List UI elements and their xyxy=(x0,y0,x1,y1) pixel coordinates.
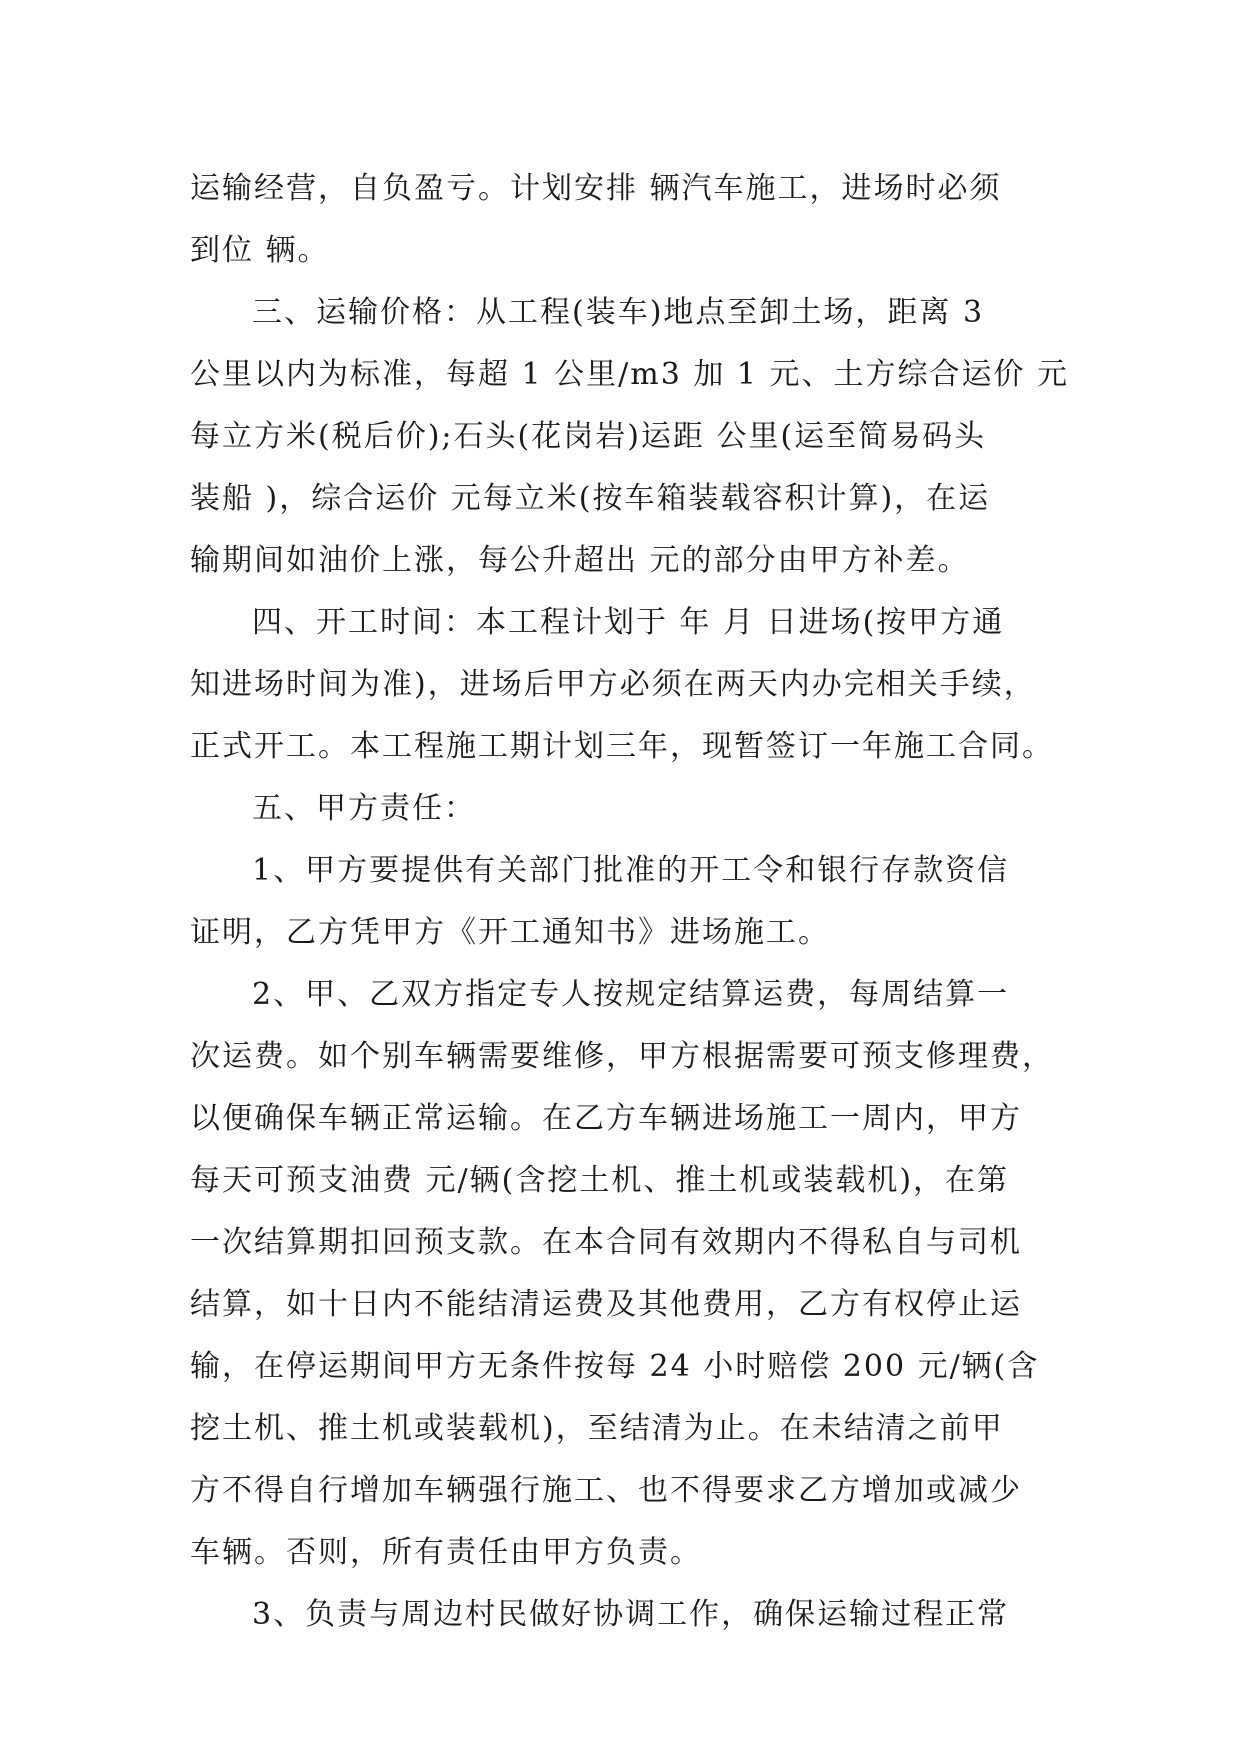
clause-2: 2、甲、乙双方指定专人按规定结算运费，每周结算一 xyxy=(252,977,1010,1012)
text-line: 每立方米(税后价);石头(花岗岩)运距 公里(运至简易码头 xyxy=(190,419,987,454)
text-line: 证明，乙方凭甲方《开工通知书》进场施工。 xyxy=(190,915,830,950)
text-line: 挖土机、推土机或装载机)，至结清为止。在未结清之前甲 xyxy=(190,1411,1004,1446)
text-line: 到位 辆。 xyxy=(190,233,330,268)
text-line: 方不得自行增加车辆强行施工、也不得要求乙方增加或减少 xyxy=(190,1473,1022,1508)
clause-3: 3、负责与周边村民做好协调工作，确保运输过程正常 xyxy=(252,1597,1010,1632)
text-line: 车辆。否则，所有责任由甲方负责。 xyxy=(190,1535,702,1570)
text-line: 输，在停运期间甲方无条件按每 24 小时赔偿 200 元/辆(含 xyxy=(190,1349,1040,1384)
text-line: 正式开工。本工程施工期计划三年，现暂签订一年施工合同。 xyxy=(190,729,1054,764)
text-line: 输期间如油价上涨，每公升超出 元的部分由甲方补差。 xyxy=(190,543,970,578)
text-line: 装船 )，综合运价 元每立米(按车箱装载容积计算)，在运 xyxy=(190,481,991,516)
section-heading-party-a-duties: 五、甲方责任： xyxy=(252,791,476,826)
text-line: 公里以内为标准，每超 1 公里/m3 加 1 元、土方综合运价 元 xyxy=(190,357,1070,392)
text-line: 运输经营，自负盈亏。计划安排 辆汽车施工，进场时必须 xyxy=(190,171,1002,206)
clause-1: 1、甲方要提供有关部门批准的开工令和银行存款资信 xyxy=(252,853,1010,888)
document-body xyxy=(190,158,1070,1646)
section-heading-start-time: 四、开工时间：本工程计划于 年 月 日进场(按甲方通 xyxy=(252,605,1005,640)
text-line: 知进场时间为准)，进场后甲方必须在两天内办完相关手续， xyxy=(190,667,1036,702)
text-line: 次运费。如个别车辆需要维修，甲方根据需要可预支修理费， xyxy=(190,1039,1054,1074)
section-heading-pricing: 三、运输价格：从工程(装车)地点至卸土场，距离 3 xyxy=(252,295,985,330)
text-line: 结算，如十日内不能结清运费及其他费用，乙方有权停止运 xyxy=(190,1287,1022,1322)
text-line: 以便确保车辆正常运输。在乙方车辆进场施工一周内，甲方 xyxy=(190,1101,1022,1136)
text-line: 一次结算期扣回预支款。在本合同有效期内不得私自与司机 xyxy=(190,1225,1022,1260)
text-line: 每天可预支油费 元/辆(含挖土机、推土机或装载机)，在第 xyxy=(190,1163,1010,1198)
